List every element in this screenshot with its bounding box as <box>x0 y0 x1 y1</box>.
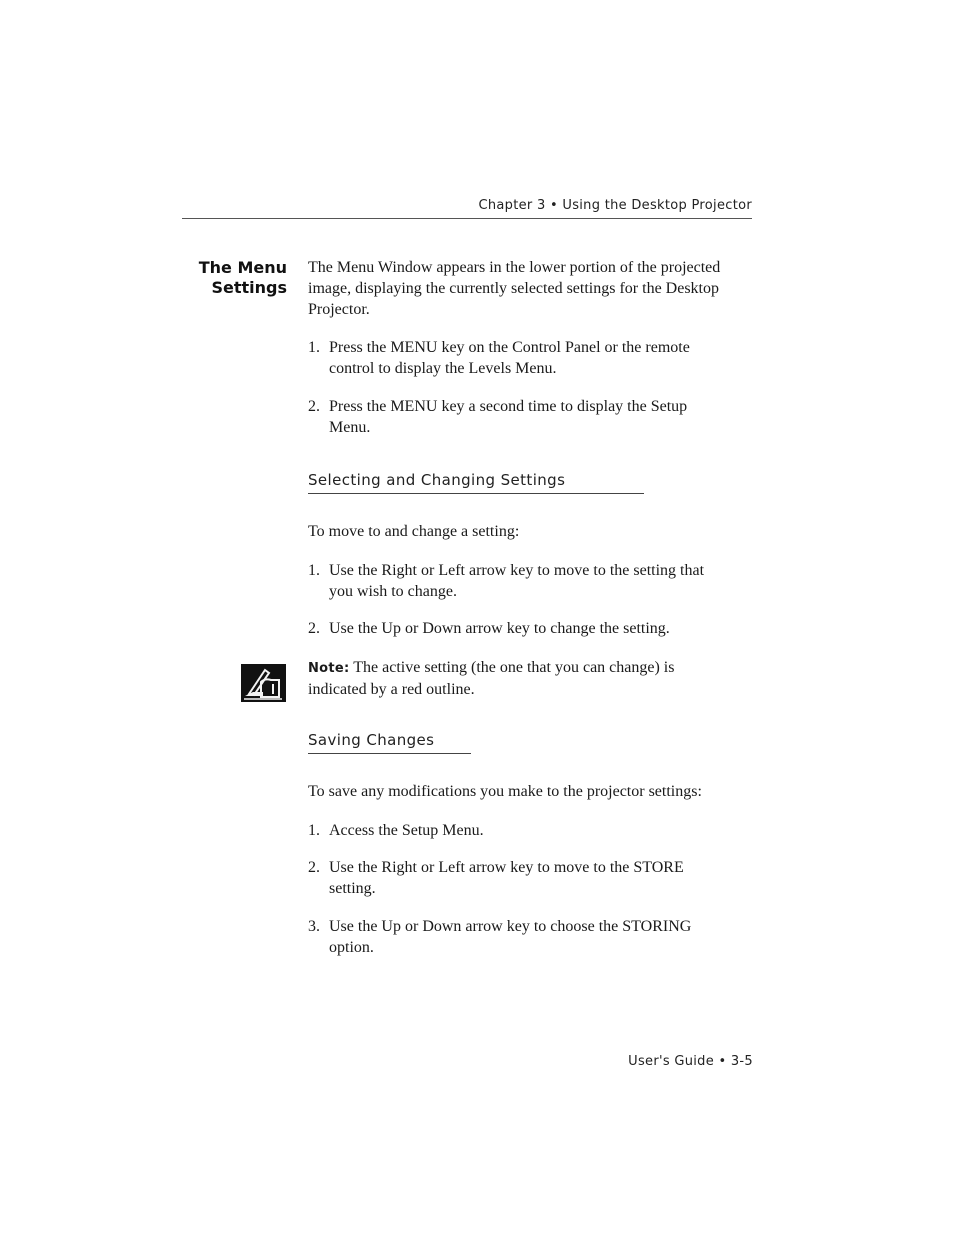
list-item <box>308 337 728 379</box>
running-header-text: Chapter 3 • Using the Desktop Projector <box>478 198 752 213</box>
list-item-number: 1. <box>308 562 320 579</box>
list-item-number: 1. <box>308 822 320 839</box>
list-item-number: 2. <box>308 859 320 876</box>
list-item-number: 2. <box>308 398 320 415</box>
note-label: Note: <box>308 661 350 676</box>
list-item <box>308 560 728 602</box>
section-heading-line-2: Settings <box>211 278 287 297</box>
list-item <box>308 820 728 841</box>
running-header <box>182 196 752 219</box>
running-footer: User's Guide • 3-5 <box>628 1054 753 1069</box>
list-item-text: Use the Up or Down arrow key to choose the STORING option. <box>329 918 692 956</box>
saving-intro: To save any modifications you make to the projector settings: <box>308 783 702 800</box>
note-text: The active setting (the one that you can change) is indicated by a red outline. <box>308 659 675 698</box>
subheading-saving: Saving Changes <box>308 731 471 754</box>
list-item <box>308 618 728 639</box>
list-item-number: 2. <box>308 620 320 637</box>
section-heading <box>150 258 287 298</box>
list-item-text: Press the MENU key a second time to display the Setup Menu. <box>329 398 688 436</box>
list-item-number: 1. <box>308 339 320 356</box>
note <box>308 657 728 700</box>
intro-paragraph: The Menu Window appears in the lower portion of the projected image, displaying the currently selected settings for the Desktop Projector. <box>308 259 721 318</box>
list-item <box>308 857 728 899</box>
list-item <box>308 916 728 958</box>
list-item-text: Use the Up or Down arrow key to change the setting. <box>329 620 670 637</box>
pencil-hand-icon <box>241 664 286 702</box>
list-item-text: Use the Right or Left arrow key to move to the STORE setting. <box>329 859 684 897</box>
subheading-selecting: Selecting and Changing Settings <box>308 471 644 494</box>
selecting-intro: To move to and change a setting: <box>308 523 520 540</box>
list-item <box>308 396 728 438</box>
section-heading-line-1: The Menu <box>198 258 287 277</box>
list-item-text: Access the Setup Menu. <box>329 822 484 839</box>
list-item-number: 3. <box>308 918 320 935</box>
list-item-text: Press the MENU key on the Control Panel or the remote control to display the Levels Menu. <box>329 339 690 377</box>
list-item-text: Use the Right or Left arrow key to move to the setting that you wish to change. <box>329 562 705 600</box>
